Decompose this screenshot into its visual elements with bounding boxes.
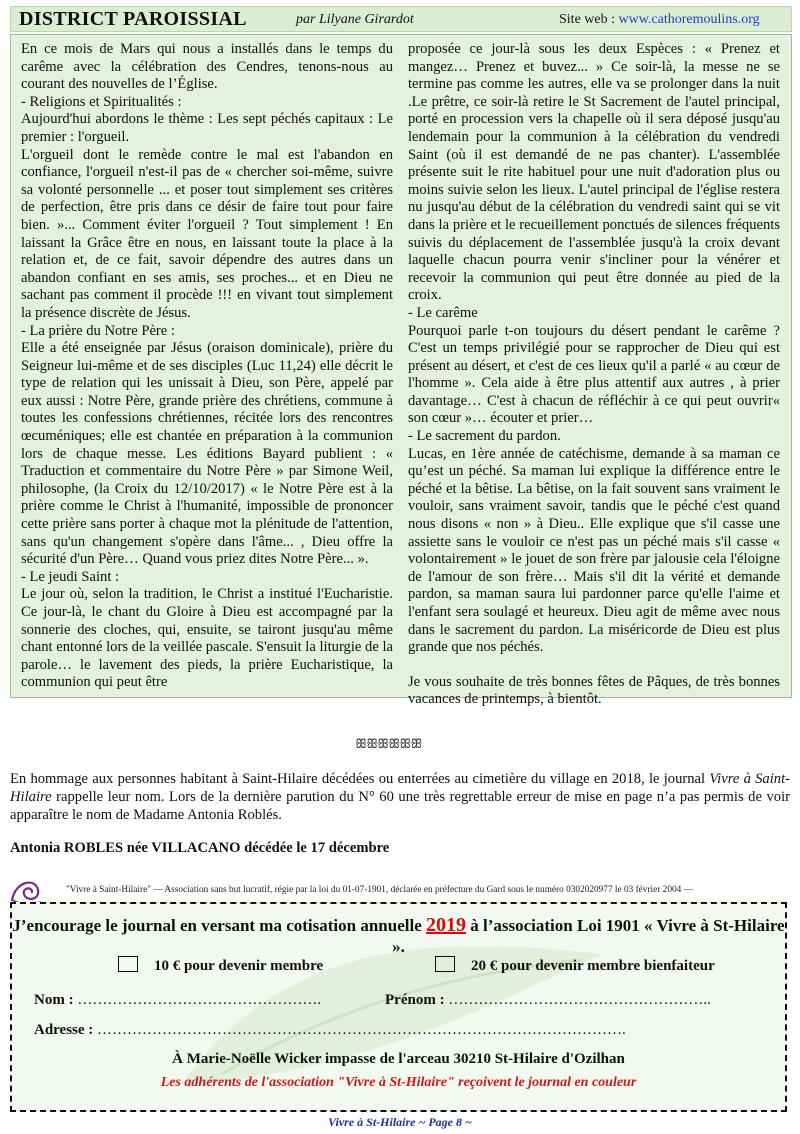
adresse-blank[interactable]: ……………………………………………………………………………………………. bbox=[97, 1022, 626, 1038]
nom-blank[interactable]: …………………………………………. bbox=[77, 992, 322, 1008]
website-link[interactable]: www.cathoremoulins.org bbox=[618, 12, 760, 27]
option-benefactor[interactable] bbox=[435, 956, 715, 975]
prenom-field[interactable] bbox=[385, 992, 711, 1009]
article-panel bbox=[10, 34, 792, 708]
option-benefactor-label: 20 € pour devenir membre bienfaiteur bbox=[471, 958, 715, 974]
paragraph: Pourquoi parle t-on toujours du désert pendant le carême ? C'est un temps privilégié pour se rapprocher de Dieu qui est présent au désert, et c'est de ces lieux qu'il a parlé « au cœur de l'homme ». Cela aide à être plus attentif aux autres , à prier davantage… C'est à chacun de réfléchir à ce qui peut ouvrir« son cœur »… écouter et prier… bbox=[408, 322, 780, 427]
paragraph: L'orgueil dont le remède contre le mal est l'abandon en confiance, l'orgueil n'est-il pas de « chercher soi-même, suivre sa volonté personnelle ... et poser tout simplement ses critères de perfection, être pris dans ce désir de faire tout pour faire bien. »... Comment éviter l'orgueil ? Tout simplement ! En laissant la Grâce être en nous, en laissant toute la place à la relation et, de ce fait, savoir dépendre des autres dans un abandon confiant en ses amis, ses proches... et en Dieu ne sachant pas comment il procède !!! en vivant tout simplement la présence discrète de Jésus. bbox=[21, 146, 393, 321]
page-footer: Vivre à St-Hilaire ~ Page 8 ~ bbox=[328, 1115, 472, 1129]
journal-name: Vivre à Saint-Hilaire bbox=[10, 771, 790, 805]
cotisation-text-end: à l’association Loi 1901 « Vivre à St-Hilaire ». bbox=[392, 916, 785, 956]
association-legal-line: "Vivre à Saint-Hilaire" — Association sans but lucratif, régie par la loi du 01-07-1901, déclarée en préfecture du Gard sous le numéro 0302020977 le 03 février 2004 — bbox=[66, 885, 693, 895]
website-reference bbox=[559, 12, 760, 28]
author-byline: par Lilyane Girardot bbox=[296, 12, 414, 27]
subheading: - Le carême bbox=[408, 304, 478, 321]
member-checkbox[interactable] bbox=[118, 956, 138, 972]
paragraph: Aujourd'hui abordons le thème : Les sept péchés capitaux : Le premier : l'orgueil. bbox=[21, 111, 393, 145]
deceased-name: Antonia ROBLES née VILLACANO décédée le 17 décembre bbox=[10, 840, 390, 856]
membership-form bbox=[10, 902, 787, 1112]
adresse-field[interactable] bbox=[34, 1022, 626, 1039]
paragraph: En ce mois de Mars qui nous a installés dans le temps du carême avec la célébration des Cendres, tenons-nous au courant des nouvelles de l’Église. bbox=[21, 41, 393, 93]
subheading: - Le sacrement du pardon. bbox=[408, 428, 561, 445]
page-header bbox=[10, 6, 792, 32]
nom-label: Nom : bbox=[34, 992, 74, 1008]
section-title: DISTRICT PAROISSIAL bbox=[19, 8, 247, 30]
prenom-label: Prénom : bbox=[385, 992, 445, 1008]
postal-address: À Marie-Noëlle Wicker impasse de l'arceau 30210 St-Hilaire d'Ozilhan bbox=[172, 1051, 625, 1067]
cotisation-line bbox=[12, 914, 785, 957]
hommage-paragraph bbox=[10, 770, 790, 824]
cotisation-text-start: J’encourage le journal en versant ma cotisation annuelle bbox=[12, 916, 427, 935]
article-column-right bbox=[408, 41, 780, 709]
option-member-label: 10 € pour devenir membre bbox=[154, 958, 324, 974]
hommage-text-end: rappelle leur nom. Lors de la dernière parution du N° 60 une très regrettable erreur de mise en page n’a pas permis de voir apparaître le nom de Madame Antonia Roblés. bbox=[10, 789, 790, 823]
article-column-left bbox=[21, 41, 393, 692]
adresse-label: Adresse : bbox=[34, 1022, 94, 1038]
hommage-section bbox=[10, 770, 790, 824]
hommage-text-start: En hommage aux personnes habitant à Saint-Hilaire décédées ou enterrées au cimetière du village en 2018, le journal bbox=[10, 771, 710, 787]
subheading: - Le jeudi Saint : bbox=[21, 568, 120, 585]
paragraph: Elle a été enseignée par Jésus (oraison dominicale), prière du Seigneur lui-même et de ses disciples (Luc 11,24) elle décrit le type de relation qui les unissait à Dieu, son Père, appelé par eux aussi : Notre Père, grande prière des chrétiens, commune à toutes les confessions chrétiennes, récitée lors des rencontres œcuméniques; elle est chantée en préparation à la communion lors de chaque messe. Les éditions Bayard publient : « Traduction et commentaire du Notre Père » par Simone Weil, philosophe, (la Croix du 12/10/2017) « le Notre Père est à la prière comme le Christ à l'humanité, impossible de prononcer cette prière sans porter à chaque mot la plénitude de l'attention, sans qu'un changement s'opère dans l'âme... , Dieu offre la sécurité d'un Père… Quand vous priez dites Notre Père... ». bbox=[21, 340, 393, 568]
nom-field[interactable] bbox=[34, 992, 321, 1009]
members-note: Les adhérents de l'association "Vivre à St-Hilaire" reçoivent le journal en couleur bbox=[160, 1075, 637, 1090]
closing-paragraph: Je vous souhaite de très bonnes fêtes de Pâques, de très bonnes vacances de printemps, à bientôt. bbox=[408, 673, 780, 708]
ornament-divider: ꕥꕥꕥꕥꕥꕥ bbox=[355, 736, 422, 751]
paragraph: Lucas, en 1ère année de catéchisme, demande à sa maman ce qu’est un péché. Sa maman lui explique la différence entre le péché et la bêtise. La bêtise, on la fait souvent sans vraiment le vouloir, sans vraiment savoir, tandis que le péché c'est quand nous disons « non » à Dieu.. Elle explique que s'il casse une assiette sans le vouloir ce n'est pas un péché mais s'il casse « volontairement » le jouet de son frère par jalousie cela l'éloigne de l'amour de son frère… Mais s'il dit la vérité et demande pardon, sa maman saura lui pardonner parce qu'elle l'aime et l'enfant sera soulagé et heureux. Dieu agit de même avec nous dans le sacrement du pardon. La miséricorde de Dieu est plus grande que nos péchés. bbox=[408, 445, 780, 656]
option-member[interactable] bbox=[118, 956, 323, 975]
paragraph: proposée ce jour-là sous les deux Espèces : « Prenez et mangez… Prenez et buvez... » Ce soir-là, la messe ne se termine pas comme les autres, elle va se prolonger dans la nuit .Le prêtre, ce soir-là retire le St Sacrement de l'autel principal, porté en procession vers la chapelle où il sera déposé jusqu'au lendemain pour la communion à la célébration du vendredi Saint (où il est demandé de ne pas chanter). L'assemblée présente suit le rite habituel pour une nuit d'adoration plus ou moins suivie selon les lieux. L'autel principal de l'église restera nu jusqu'au début de la célébration du vendredi saint qui se vit dans la prière et le recueillement ponctués de silences fréquents suivis du déplacement de l'assemblée jusqu'à la croix devant laquelle chacun pourra venir s'incliner pour la vénérer et recevoir la communion qui peut être donnée au pied de la croix. bbox=[408, 41, 780, 304]
subheading: - Religions et Spiritualités : bbox=[21, 93, 182, 110]
prenom-blank[interactable]: …………………………………………….. bbox=[448, 992, 711, 1008]
subheading: - La prière du Notre Père : bbox=[21, 322, 175, 339]
site-label: Site web : bbox=[559, 12, 619, 27]
paragraph: Le jour où, selon la tradition, le Christ a institué l'Eucharistie. Ce jour-là, le chant du Gloire à Dieu est accompagné par la sonnerie des cloches, qui, ensuite, se tairont jusqu'au même chant entonné lors de la veillée pascale. S'ensuit la liturgie de la parole… le lavement des pieds, la prière Eucharistique, la communion qui peut être bbox=[21, 586, 393, 691]
benefactor-checkbox[interactable] bbox=[435, 956, 455, 972]
cotisation-year: 2019 bbox=[426, 914, 467, 936]
